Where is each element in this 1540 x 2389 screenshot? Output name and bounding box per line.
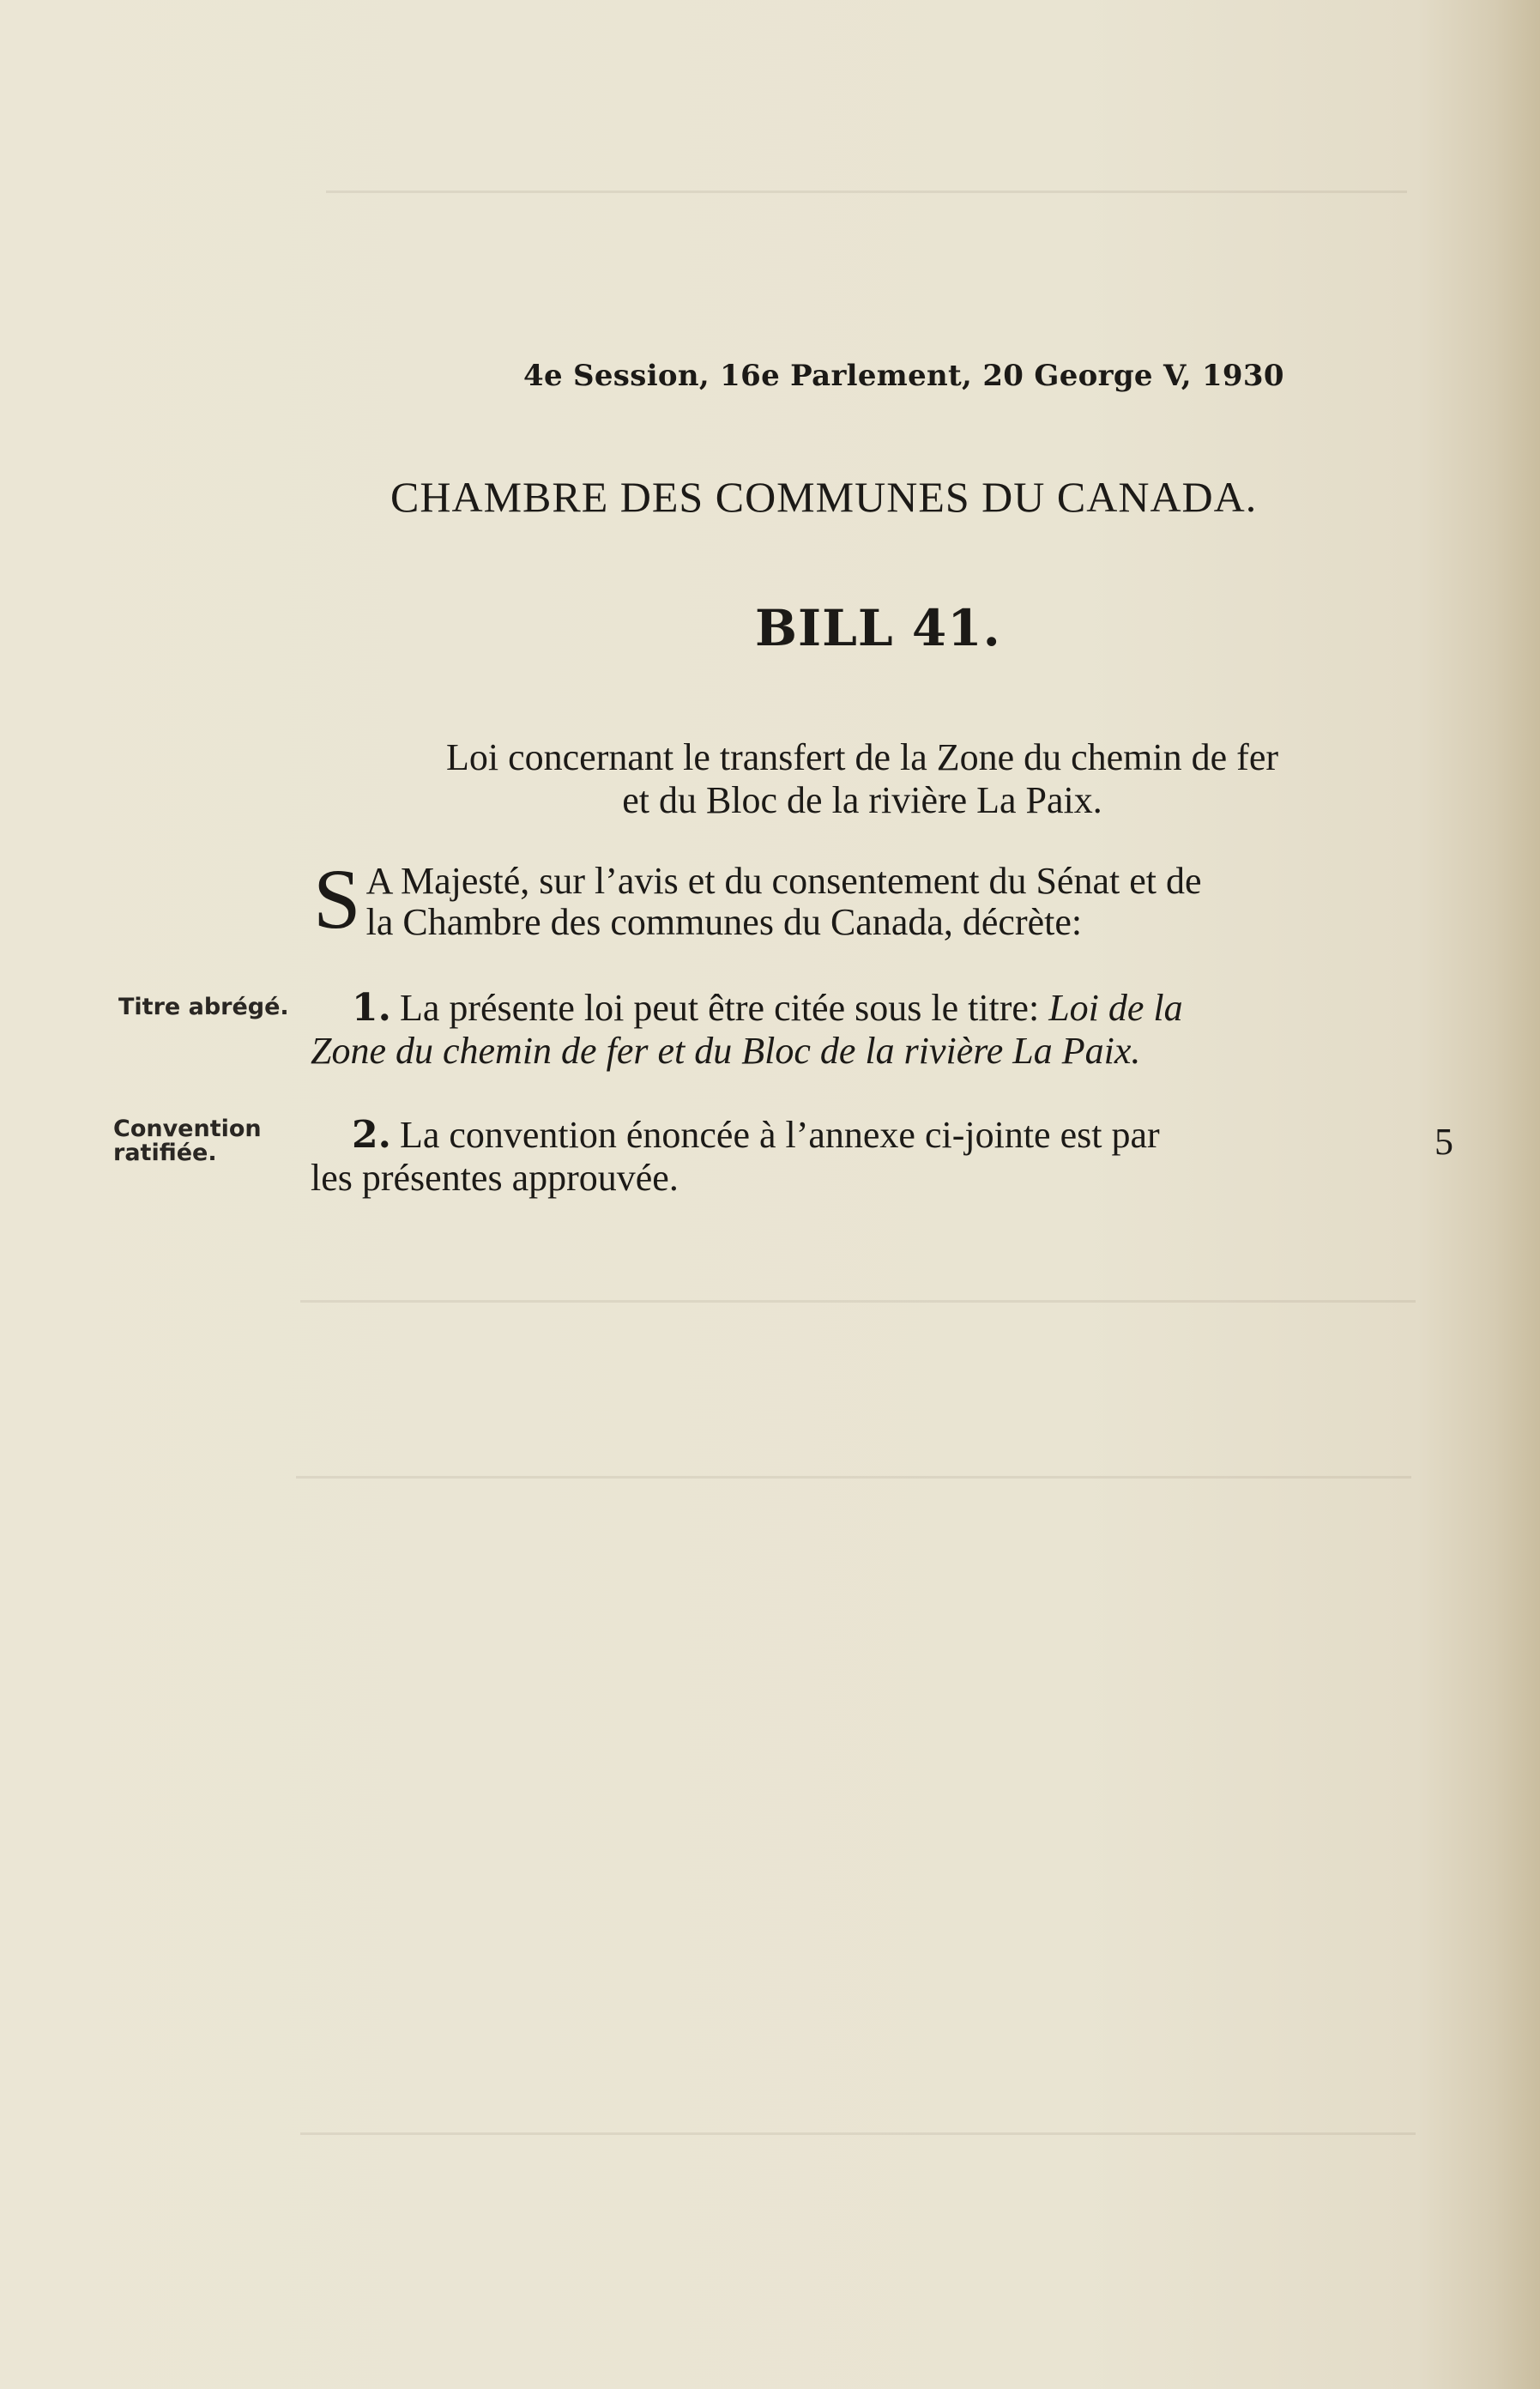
enacting-clause	[313, 851, 1416, 947]
enacting-clause-line-2: la Chambre des communes du Canada, décrète:	[365, 901, 1083, 943]
enacting-clause-line-1: A Majesté, sur l’avis et du consentement du Sénat et de	[365, 860, 1202, 902]
bleed-through-rule	[326, 191, 1407, 193]
section-1-line-1	[311, 987, 1417, 1030]
bill-title	[313, 736, 1411, 822]
section-2-line-2: les présentes approuvée.	[311, 1157, 679, 1199]
section-text: La convention énoncée à l’annexe ci-jointe est par	[399, 1114, 1160, 1156]
bleed-through-rule	[296, 1476, 1411, 1479]
bleed-through-rule	[300, 2132, 1416, 2135]
section-2-line-1	[311, 1114, 1417, 1157]
margin-note-short-title: Titre abrégé.	[118, 994, 289, 1020]
bill-title-line-1: Loi concernant le transfert de la Zone du chemin de fer	[446, 736, 1278, 778]
session-header: 4e Session, 16e Parlement, 20 George V, 1930	[523, 359, 1284, 393]
margin-note-line-1: Convention	[113, 1116, 262, 1142]
section-1	[311, 987, 1417, 1073]
section-1-line-2: Zone du chemin de fer et du Bloc de la rivière La Paix.	[311, 1030, 1141, 1072]
section-2	[311, 1114, 1417, 1200]
drop-cap: S	[313, 851, 361, 947]
section-number: 1.	[352, 986, 391, 1030]
bleed-through-rule	[300, 1300, 1416, 1303]
section-text-italic: Loi de la	[1048, 987, 1183, 1029]
line-number: 5	[1434, 1121, 1453, 1163]
bill-title-line-2: et du Bloc de la rivière La Paix.	[622, 779, 1102, 821]
section-number: 2.	[352, 1113, 391, 1157]
margin-note-convention	[113, 1117, 262, 1165]
chamber-title: CHAMBRE DES COMMUNES DU CANADA.	[390, 473, 1258, 521]
bill-number: BILL 41.	[755, 599, 1001, 657]
margin-note-line-2: ratifiée.	[113, 1140, 217, 1166]
section-text: La présente loi peut être citée sous le titre:	[399, 987, 1049, 1029]
